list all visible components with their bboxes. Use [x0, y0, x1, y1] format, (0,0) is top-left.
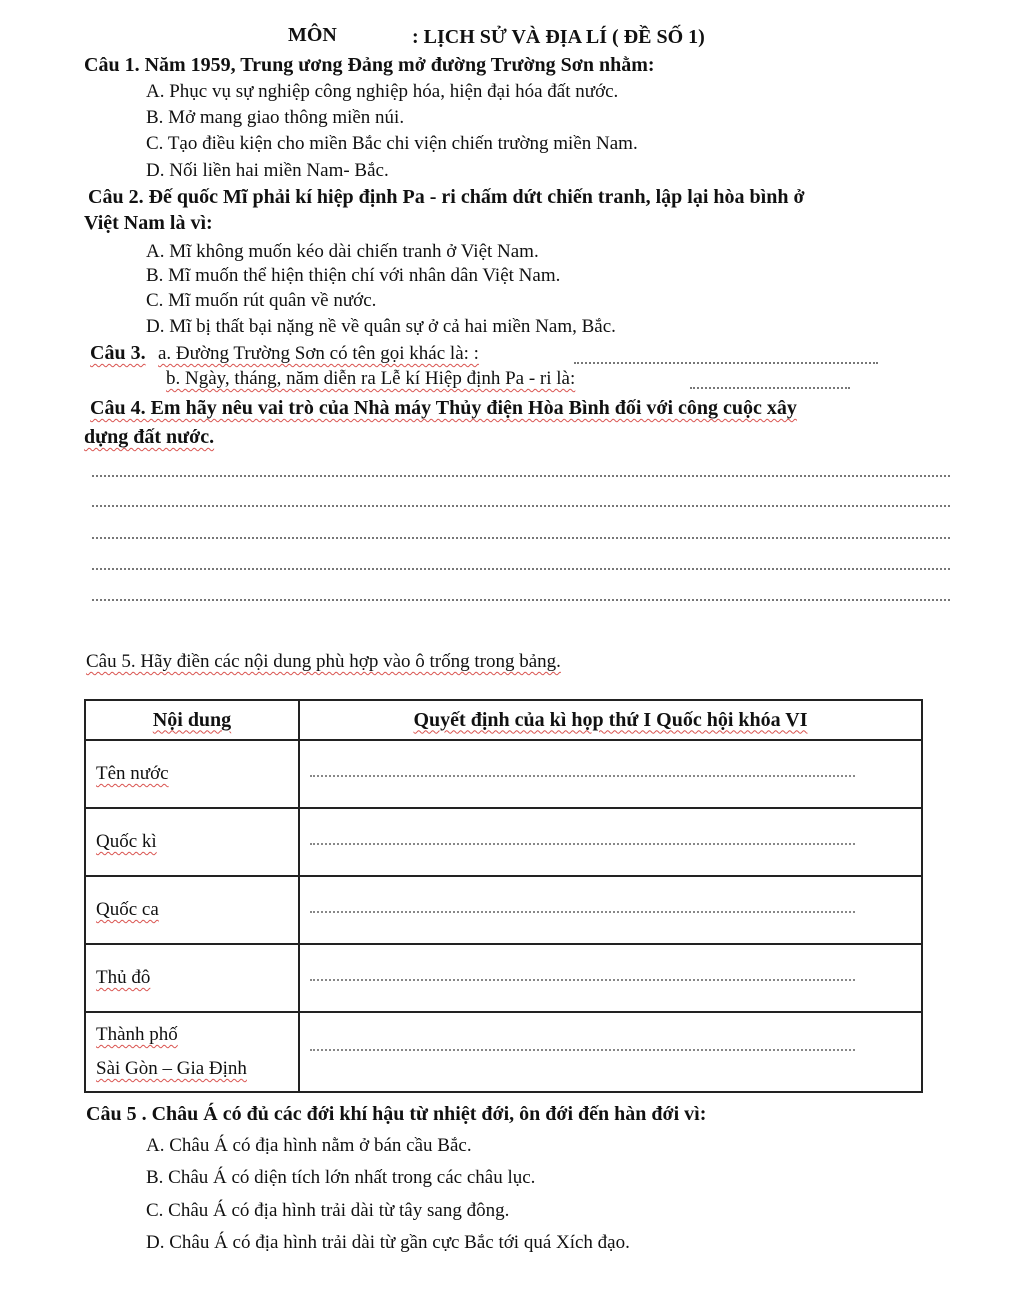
- q2-option-d: D. Mĩ bị thất bại nặng nề về quân sự ở cả hai miền Nam, Bắc.: [146, 316, 616, 337]
- answer-line-3a[interactable]: [574, 362, 878, 364]
- question-3-part-a: a. Đường Trường Sơn có tên gọi khác là: :: [158, 343, 479, 364]
- row-label-thanh-pho: [85, 1012, 299, 1092]
- table-row: [85, 876, 922, 944]
- answer-line-4-5[interactable]: [92, 599, 950, 601]
- row-label-quoc-ca: [85, 876, 299, 944]
- answer-cell-quoc-ca[interactable]: [299, 876, 922, 944]
- cell-dotted-line: [310, 911, 855, 913]
- question-1: Câu 1. Năm 1959, Trung ương Đảng mở đường Trường Sơn nhằm:: [84, 54, 655, 76]
- row-label-thu-do: [85, 944, 299, 1012]
- q2-option-a: A. Mĩ không muốn kéo dài chiến tranh ở Việt Nam.: [146, 241, 539, 262]
- subject-label: MÔN: [288, 24, 337, 46]
- question-5-instruction: Câu 5. Hãy điền các nội dung phù hợp vào ô trống trong bảng.: [86, 651, 561, 672]
- cell-dotted-line: [310, 775, 855, 777]
- q1-option-d: D. Nối liền hai miền Nam- Bắc.: [146, 160, 389, 181]
- table-row: [85, 740, 922, 808]
- question-2-line-2: Việt Nam là vì:: [84, 212, 213, 234]
- answer-table: [84, 699, 923, 1093]
- table-header-row: [85, 700, 922, 740]
- answer-line-4-1[interactable]: [92, 475, 950, 477]
- q1-option-b: B. Mở mang giao thông miền núi.: [146, 107, 405, 128]
- page-title: : LỊCH SỬ VÀ ĐỊA LÍ ( ĐỀ SỐ 1): [412, 26, 705, 48]
- answer-line-4-2[interactable]: [92, 505, 950, 507]
- question-2-line-1: Câu 2. Đế quốc Mĩ phải kí hiệp định Pa - ri chấm dứt chiến tranh, lập lại hòa bình ở: [88, 186, 805, 208]
- answer-line-4-4[interactable]: [92, 568, 950, 570]
- row-label-text-line-2: Sài Gòn – Gia Định: [96, 1058, 247, 1079]
- cell-dotted-line: [310, 979, 855, 981]
- cell-dotted-line: [310, 843, 855, 845]
- header-content: [85, 700, 299, 740]
- q2-option-b: B. Mĩ muốn thể hiện thiện chí với nhân dân Việt Nam.: [146, 265, 561, 286]
- question-4-line-1: Câu 4. Em hãy nêu vai trò của Nhà máy Thủy điện Hòa Bình đối với công cuộc xây: [90, 397, 797, 419]
- q5b-option-d: D. Châu Á có địa hình trải dài từ gần cực Bắc tới quá Xích đạo.: [146, 1232, 630, 1253]
- answer-cell-ten-nuoc[interactable]: [299, 740, 922, 808]
- header-decision: [299, 700, 922, 740]
- question-5b: Câu 5 . Châu Á có đủ các đới khí hậu từ nhiệt đới, ôn đới đến hàn đới vì:: [86, 1103, 707, 1125]
- row-label-text: Quốc ca: [96, 899, 159, 920]
- row-label-text-line-1: Thành phố: [96, 1024, 178, 1045]
- row-label-text: Quốc kì: [96, 831, 157, 852]
- row-label-quoc-ki: [85, 808, 299, 876]
- q2-option-c: C. Mĩ muốn rút quân về nước.: [146, 290, 377, 311]
- answer-cell-quoc-ki[interactable]: [299, 808, 922, 876]
- question-3-label: Câu 3.: [90, 342, 146, 364]
- question-4-line-2: dựng đất nước.: [84, 426, 215, 448]
- table-row: [85, 1012, 922, 1092]
- row-label-text: Tên nước: [96, 763, 169, 784]
- q5b-option-c: C. Châu Á có địa hình trải dài từ tây sang đông.: [146, 1200, 510, 1221]
- table-row: [85, 944, 922, 1012]
- q5b-option-a: A. Châu Á có địa hình nằm ở bán cầu Bắc.: [146, 1135, 472, 1156]
- cell-dotted-line: [310, 1049, 855, 1051]
- q5b-option-b: B. Châu Á có diện tích lớn nhất trong các châu lục.: [146, 1167, 536, 1188]
- q1-option-a: A. Phục vụ sự nghiệp công nghiệp hóa, hiện đại hóa đất nước.: [146, 81, 619, 102]
- row-label-ten-nuoc: [85, 740, 299, 808]
- question-3-part-b: b. Ngày, tháng, năm diễn ra Lễ kí Hiệp định Pa - ri là:: [166, 368, 576, 389]
- answer-cell-thu-do[interactable]: [299, 944, 922, 1012]
- row-label-text: Thủ đô: [96, 967, 151, 988]
- header-decision-label: Quyết định của kì họp thứ I Quốc hội khóa VI: [413, 708, 808, 731]
- answer-line-4-3[interactable]: [92, 537, 950, 539]
- table-row: [85, 808, 922, 876]
- q1-option-c: C. Tạo điều kiện cho miền Bắc chi viện chiến trường miền Nam.: [146, 133, 638, 154]
- answer-line-3b[interactable]: [690, 387, 850, 389]
- header-content-label: Nội dung: [152, 708, 232, 731]
- answer-cell-thanh-pho[interactable]: [299, 1012, 922, 1092]
